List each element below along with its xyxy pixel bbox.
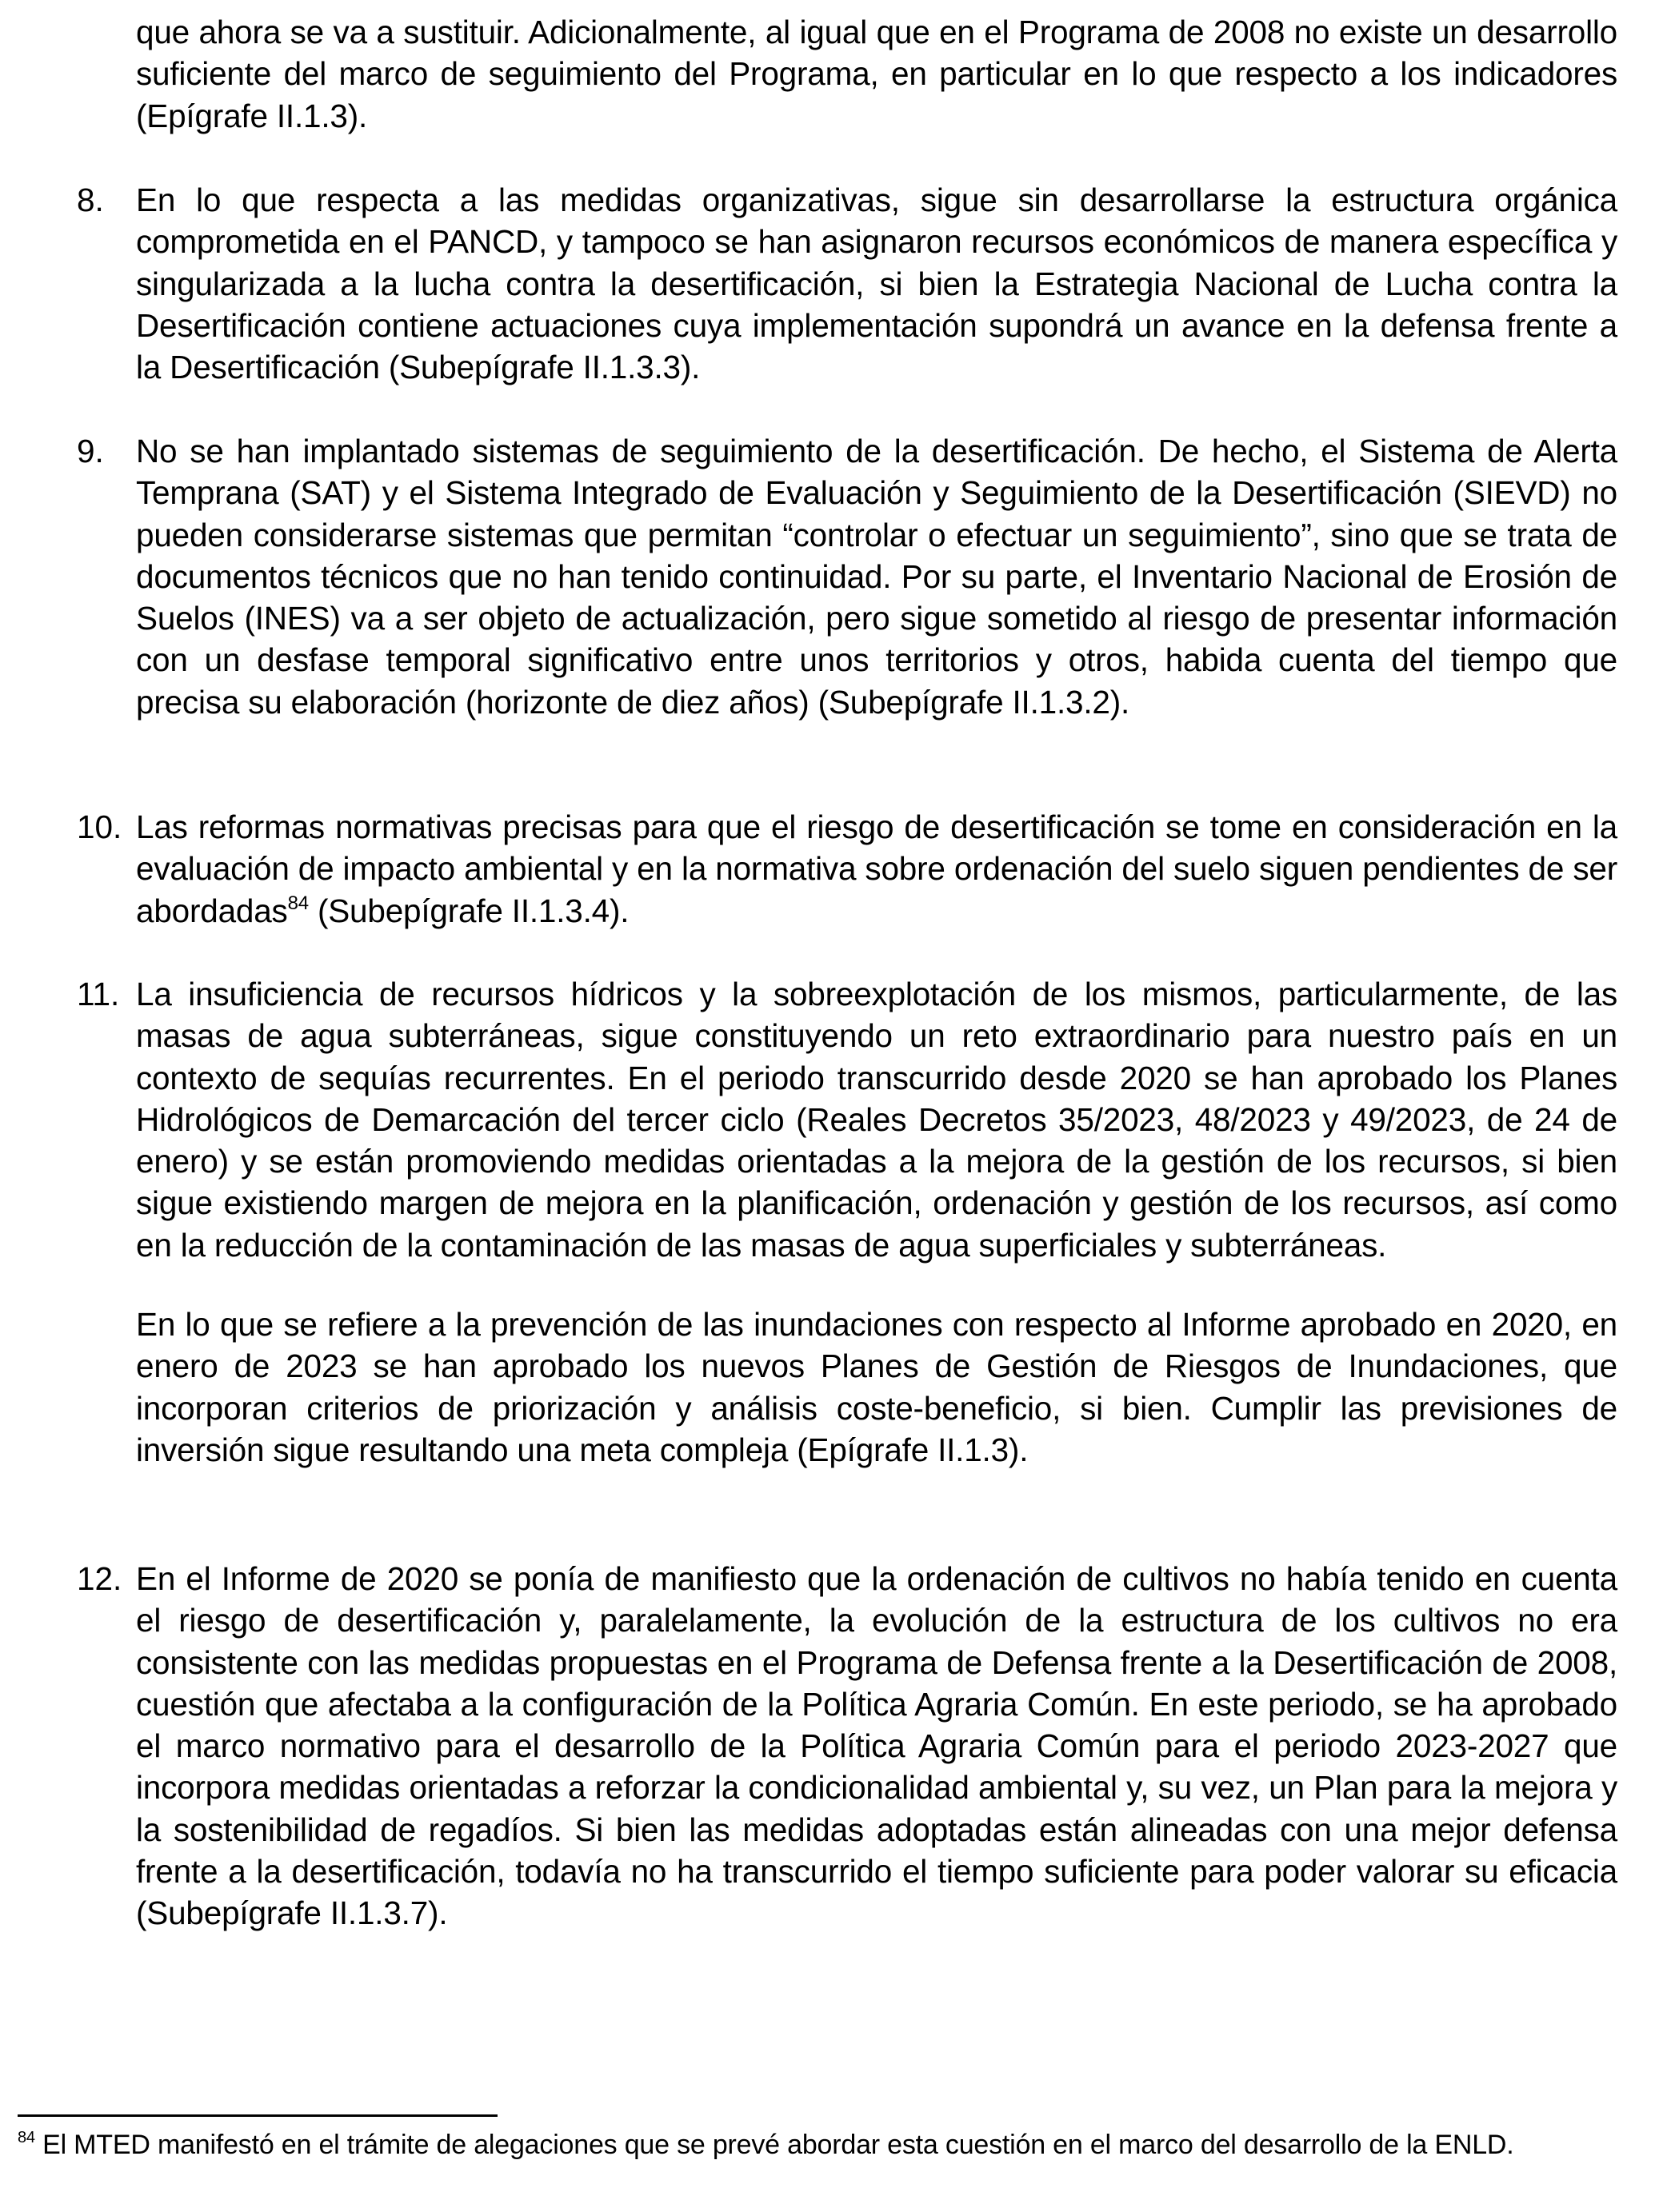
list-item-9 — [77, 430, 1617, 723]
list-item-10 — [77, 806, 1617, 932]
footnote-text: El MTED manifestó en el trámite de alegaciones que se prevé abordar esta cuestión en el marco del desarrollo de la ENLD. — [34, 2130, 1514, 2160]
footnote-separator — [18, 2114, 498, 2117]
item-number: 11. — [77, 976, 120, 1012]
item-text — [136, 806, 1617, 932]
footnote-number: 84 — [18, 2129, 35, 2146]
item-text: No se han implantado sistemas de seguimiento de la desertificación. De hecho, el Sistema de Alerta Temprana (SAT) y el Sistema Integrado de Evaluación y Seguimiento de la Desertificación (SIEVD) no pueden considerarse sistemas que permitan “controlar o efectuar un seguimiento”, sino que se trata de documentos técnicos que no han tenido continuidad. Por su parte, el Inventario Nacional de Erosión de Suelos (INES) va a ser objeto de actualización, pero sigue sometido al riesgo de presentar información con un desfase temporal significativo entre unos territorios y otros, habida cuenta del tiempo que precisa su elaboración (horizonte de diez años) (Subepígrafe II.1.3.2). — [136, 433, 1617, 721]
item-text: En lo que respecta a las medidas organizativas, sigue sin desarrollarse la estructura orgánica comprometida en el PANCD, y tampoco se han asignaron recursos económicos de manera específica y singularizada a la lucha contra la desertificación, si bien la Estrategia Nacional de Lucha contra la Desertificación contiene actuaciones cuya implementación supondrá un avance en la defensa frente a la Desertificación (Subepígrafe II.1.3.3). — [136, 182, 1617, 386]
item-number: 8. — [77, 182, 104, 218]
item-number: 9. — [77, 433, 104, 469]
item-text-tail: (Subepígrafe II.1.3.4). — [308, 892, 630, 929]
item-text-second-paragraph: En lo que se refiere a la prevención de las inundaciones con respecto al Informe aprobado en 2020, en enero de 2023 se han aprobado los nuevos Planes de Gestión de Riesgos de Inundaciones, que incorporan criterios de priorización y análisis coste-beneficio, si bien. Cumplir las previsiones de inversión sigue resultando una meta compleja (Epígrafe II.1.3). — [136, 1306, 1617, 1468]
footnote — [18, 2127, 1617, 2163]
continuation-paragraph: que ahora se va a sustituir. Adicionalmente, al igual que en el Programa de 2008 no existe un desarrollo suficiente del marco de seguimiento del Programa, en particular en lo que respecto a los indicadores (Epígrafe II.1.3). — [136, 14, 1617, 134]
item-text: La insuficiencia de recursos hídricos y la sobreexplotación de los mismos, particularmente, de las masas de agua subterráneas, sigue constituyendo un reto extraordinario para nuestro país en un contexto de sequías recurrentes. En el periodo transcurrido desde 2020 se han aprobado los Planes Hidrológicos de Demarcación del tercer ciclo (Reales Decretos 35/2023, 48/2023 y 49/2023, de 24 de enero) y se están promoviendo medidas orientadas a la mejora de la gestión de los recursos, si bien sigue existiendo margen de mejora en la planificación, ordenación y gestión de los recursos, así como en la reducción de la contaminación de las masas de agua superficiales y subterráneas. — [136, 976, 1617, 1264]
item-text: En el Informe de 2020 se ponía de manifiesto que la ordenación de cultivos no había tenido en cuenta el riesgo de desertificación y, paralelamente, la evolución de la estructura de los cultivos no era consistente con las medidas propuestas en el Programa de Defensa frente a la Desertificación de 2008, cuestión que afectaba a la configuración de la Política Agraria Común. En este periodo, se ha aprobado el marco normativo para el desarrollo de la Política Agraria Común para el periodo 2023-2027 que incorpora medidas orientadas a reforzar la condicionalidad ambiental y, su vez, un Plan para la mejora y la sostenibilidad de regadíos. Si bien las medidas adoptadas están alineadas con una mejor defensa frente a la desertificación, todavía no ha transcurrido el tiempo suficiente para poder valorar su eficacia (Subepígrafe II.1.3.7). — [136, 1560, 1617, 1932]
list-item-12 — [77, 1558, 1617, 1935]
item-number: 10. — [77, 809, 122, 845]
list-item-11 — [77, 973, 1617, 1471]
item-text-main: Las reformas normativas precisas para que el riesgo de desertificación se tome en consideración en la evaluación de impacto ambiental y en la normativa sobre ordenación del suelo siguen pendientes de ser abordadas — [136, 809, 1617, 929]
footnote-reference[interactable]: 84 — [287, 892, 309, 914]
list-item-8 — [77, 179, 1617, 388]
item-number: 12. — [77, 1560, 122, 1597]
